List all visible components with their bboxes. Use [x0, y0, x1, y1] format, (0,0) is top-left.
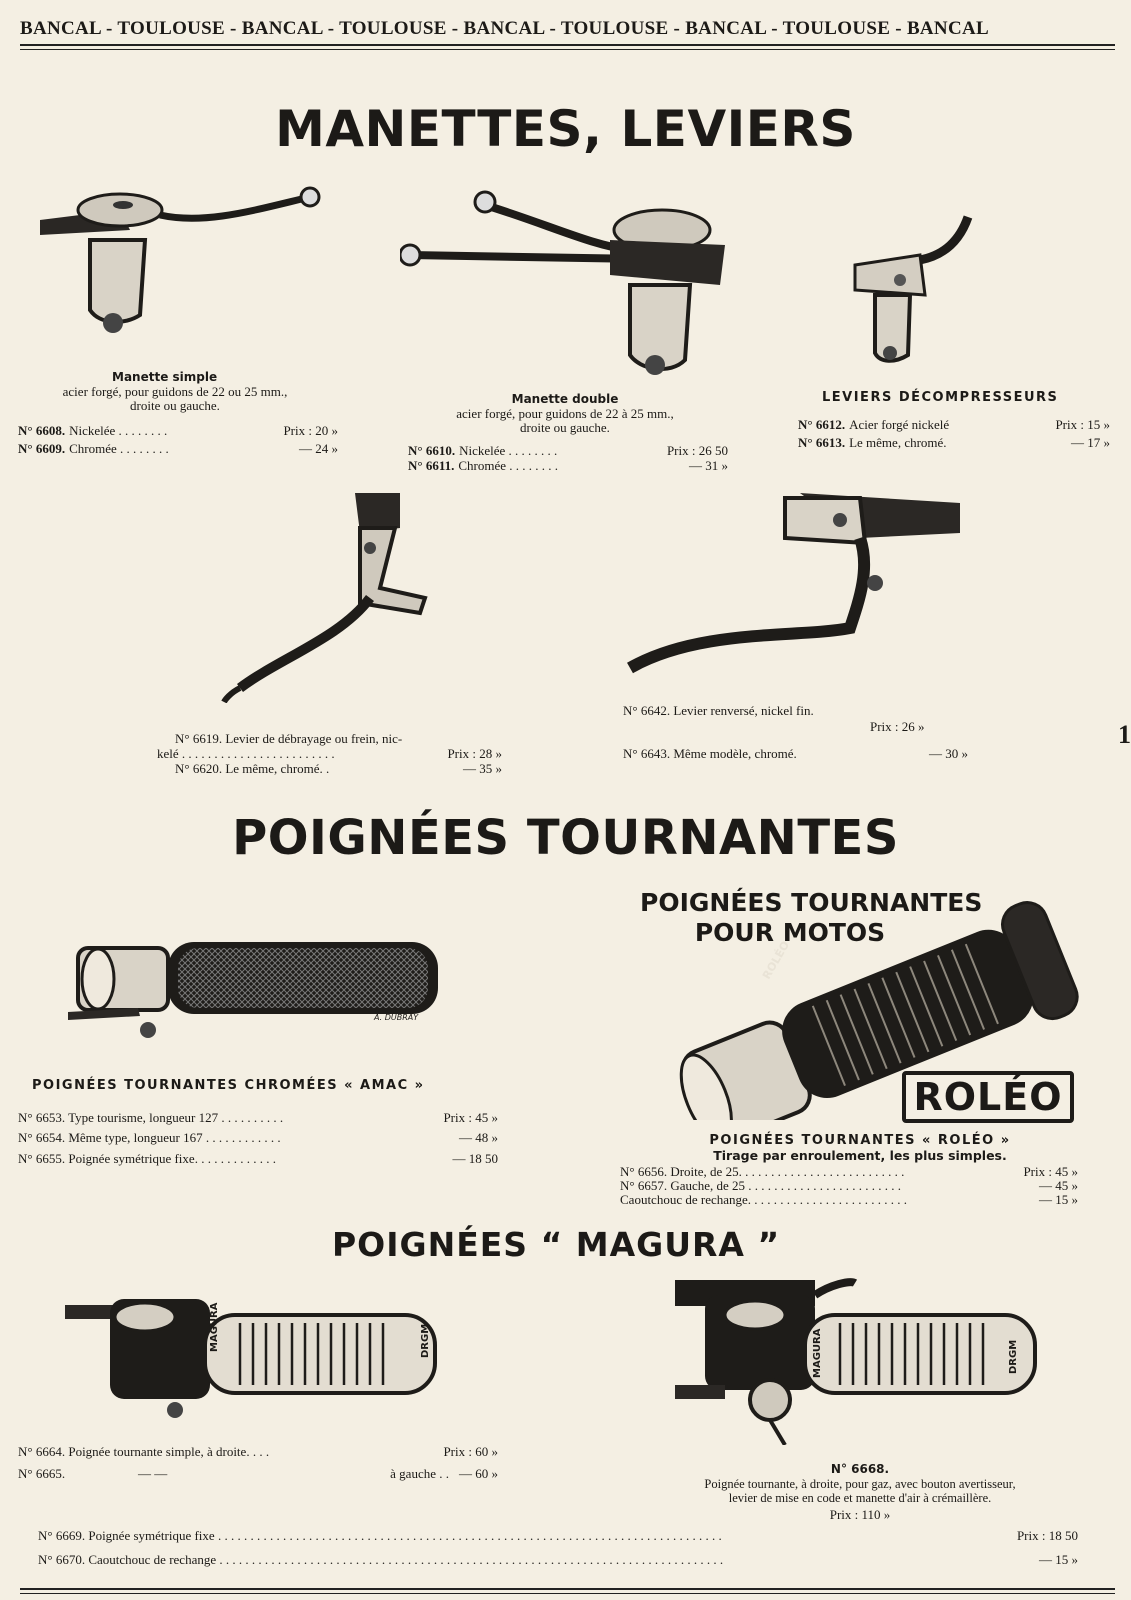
- motos-title-line2: POUR MOTOS: [694, 918, 886, 947]
- item-6654: [18, 1129, 498, 1146]
- item-6668-number: N° 6668.: [830, 1462, 890, 1476]
- roleo-grip-lettering: ROLÉO: [760, 938, 793, 982]
- item-name: N° 6670. Caoutchouc de rechange . . . . . . . . . . . . . . . . . . . . . . . . . . . . . . . . . . . . . . . . . . . . . . . . . . . . . . . . . . . . . . . . . . . . . . . . . . . . . .: [38, 1552, 724, 1567]
- item-price: Prix : 26 50: [666, 443, 728, 458]
- item-price: — 48 »: [459, 1130, 498, 1145]
- item-6642-price: Prix : 26 »: [870, 719, 925, 734]
- item-6612: [798, 416, 1110, 433]
- item-price: Prix : 20 »: [283, 423, 338, 438]
- roleo-subtitle: Tirage par enroulement, les plus simples.: [713, 1148, 1007, 1163]
- item-number: N° 6611.: [408, 458, 455, 473]
- levier-debrayage-illustration: [220, 488, 445, 703]
- item-name: N° 6655. Poignée symétrique fixe. . . . . . . . . . . . .: [18, 1151, 276, 1166]
- item-name: N° 6656. Droite, de 25. . . . . . . . . . . . . . . . . . . . . . . . . .: [620, 1164, 905, 1179]
- item-6609: [18, 440, 338, 457]
- section-title-manettes: MANETTES, LEVIERS: [275, 100, 856, 158]
- item-6664: [18, 1443, 498, 1460]
- item-price: — 45 »: [1039, 1178, 1078, 1193]
- magura-grip-simple-illustration: [65, 1295, 450, 1425]
- item-name: Chromée . . . . . . . .: [69, 441, 169, 456]
- item-name: Caoutchouc de rechange. . . . . . . . . . . . . . . . . . . . . . . . .: [620, 1192, 908, 1207]
- item-price: Prix : 18 50: [1016, 1528, 1078, 1543]
- manette-simple-title: Manette simple: [112, 370, 218, 384]
- item-number: N° 6613.: [798, 435, 846, 450]
- motos-title-line1: POIGNÉES TOURNANTES: [640, 888, 983, 917]
- header-rule: [20, 44, 1115, 50]
- page-header: BANCAL - TOULOUSE - BANCAL - TOULOUSE - BANCAL - TOULOUSE - BANCAL - TOULOUSE - BANCAL: [20, 18, 989, 39]
- engraver-signature: A. DUBRAY: [374, 1013, 419, 1022]
- magura-grip-brand-right: MAGURA: [812, 1328, 823, 1378]
- roleo-logo: ROLÉO: [902, 1071, 1074, 1123]
- item-price: — 60 »: [459, 1466, 498, 1481]
- item-price: Prix : 45 »: [443, 1110, 498, 1125]
- item-roleo-caoutchouc: [620, 1191, 1078, 1208]
- levier-renverse-illustration: [620, 488, 965, 688]
- item-6611: [408, 457, 728, 474]
- manette-simple-desc-1: acier forgé, pour guidons de 22 ou 25 mm.,: [62, 384, 288, 399]
- item-name: N° 6620. Le même, chromé. .: [175, 761, 330, 776]
- amac-title: POIGNÉES TOURNANTES CHROMÉES « AMAC »: [32, 1078, 425, 1093]
- item-name: Acier forgé nickelé: [849, 417, 950, 432]
- item-number: N° 6609.: [18, 441, 66, 456]
- leviers-decompresseurs-title: LEVIERS DÉCOMPRESSEURS: [822, 390, 1059, 405]
- item-number: N° 6665.: [18, 1466, 66, 1481]
- magura-grip-brand-left: MAGURA: [209, 1302, 220, 1352]
- item-price: — 18 50: [452, 1151, 498, 1166]
- item-name: kelé . . . . . . . . . . . . . . . . . . . . . . . .: [157, 746, 335, 761]
- item-6619-line1: N° 6619. Levier de débrayage ou frein, nic-: [175, 731, 403, 746]
- amac-grip-illustration: [68, 930, 448, 1045]
- item-6670: [38, 1551, 1078, 1568]
- item-name: N° 6669. Poignée symétrique fixe . . . . . . . . . . . . . . . . . . . . . . . . . . . . . . . . . . . . . . . . . . . . . . . . . . . . . . . . . . . . . . . . . . . . . . . . . . . . . .: [38, 1528, 722, 1543]
- section-title-magura: POIGNÉES “ MAGURA ”: [332, 1225, 781, 1264]
- item-price: Prix : 28 »: [447, 746, 502, 761]
- item-6669: [38, 1527, 1078, 1544]
- magura-grip-mark-right: DRGM: [1008, 1339, 1019, 1374]
- item-6668-desc-2: levier de mise en code et manette d'air à crémaillère.: [728, 1491, 992, 1505]
- item-6643: [623, 745, 968, 762]
- item-price: Prix : 15 »: [1055, 417, 1110, 432]
- item-price: — 17 »: [1071, 435, 1110, 450]
- manette-double-desc-2: droite ou gauche.: [520, 420, 610, 435]
- item-name: Nickelée . . . . . . . .: [459, 443, 558, 458]
- manette-simple-illustration: [35, 185, 325, 345]
- manette-simple-desc-2: droite ou gauche.: [130, 398, 220, 413]
- item-number: N° 6612.: [798, 417, 846, 432]
- item-name: N° 6664. Poignée tournante simple, à droite. . . .: [18, 1444, 270, 1459]
- item-name: N° 6653. Type tourisme, longueur 127 . . . . . . . . . .: [18, 1110, 284, 1125]
- item-price: Prix : 60 »: [443, 1444, 498, 1459]
- item-price: — 31 »: [689, 458, 728, 473]
- item-6668-desc-1: Poignée tournante, à droite, pour gaz, avec bouton avertisseur,: [704, 1477, 1016, 1491]
- item-6668-price: Prix : 110 »: [829, 1507, 891, 1522]
- roleo-title: POIGNÉES TOURNANTES « ROLÉO »: [709, 1133, 1011, 1148]
- item-6655: [18, 1150, 498, 1167]
- manette-double-title: Manette double: [511, 392, 619, 406]
- magura-grip-mark-left: DRGM: [420, 1323, 431, 1358]
- manette-double-desc-1: acier forgé, pour guidons de 22 à 25 mm.,: [456, 406, 674, 421]
- item-name: Chromée . . . . . . . .: [458, 458, 559, 473]
- item-name: N° 6657. Gauche, de 25 . . . . . . . . . . . . . . . . . . . . . . . .: [620, 1178, 902, 1193]
- item-6642-line1: N° 6642. Levier renversé, nickel fin.: [623, 703, 814, 718]
- item-price: — 15 »: [1039, 1192, 1078, 1207]
- section-title-poignees-tournantes: POIGNÉES TOURNANTES: [232, 810, 899, 866]
- item-price: Prix : 45 »: [1023, 1164, 1078, 1179]
- footer-rule: [20, 1588, 1115, 1594]
- item-name: N° 6643. Même modèle, chromé.: [623, 746, 797, 761]
- item-number: N° 6608.: [18, 423, 66, 438]
- item-6653: [18, 1109, 498, 1126]
- item-name: Le même, chromé.: [849, 435, 947, 450]
- item-number: N° 6610.: [408, 443, 456, 458]
- item-price: — 15 »: [1039, 1552, 1078, 1567]
- manette-double-illustration: [400, 190, 730, 380]
- item-6665: [18, 1465, 498, 1482]
- item-price: — 30 »: [929, 746, 968, 761]
- page-number: 1: [1118, 720, 1131, 749]
- item-name: N° 6654. Même type, longueur 167 . . . . . . . . . . . .: [18, 1130, 281, 1145]
- item-name: à gauche . .: [390, 1466, 449, 1481]
- item-name: Nickelée . . . . . . . .: [69, 423, 168, 438]
- item-price: — 35 »: [463, 761, 502, 776]
- item-price: — 24 »: [299, 441, 338, 456]
- levier-decompresseur-illustration: [850, 215, 980, 365]
- item-6613: [798, 434, 1110, 451]
- item-6608: [18, 422, 338, 439]
- item-6620: [175, 760, 502, 777]
- magura-grip-gaz-illustration: [675, 1275, 1050, 1445]
- item-ditto: — —: [138, 1466, 168, 1481]
